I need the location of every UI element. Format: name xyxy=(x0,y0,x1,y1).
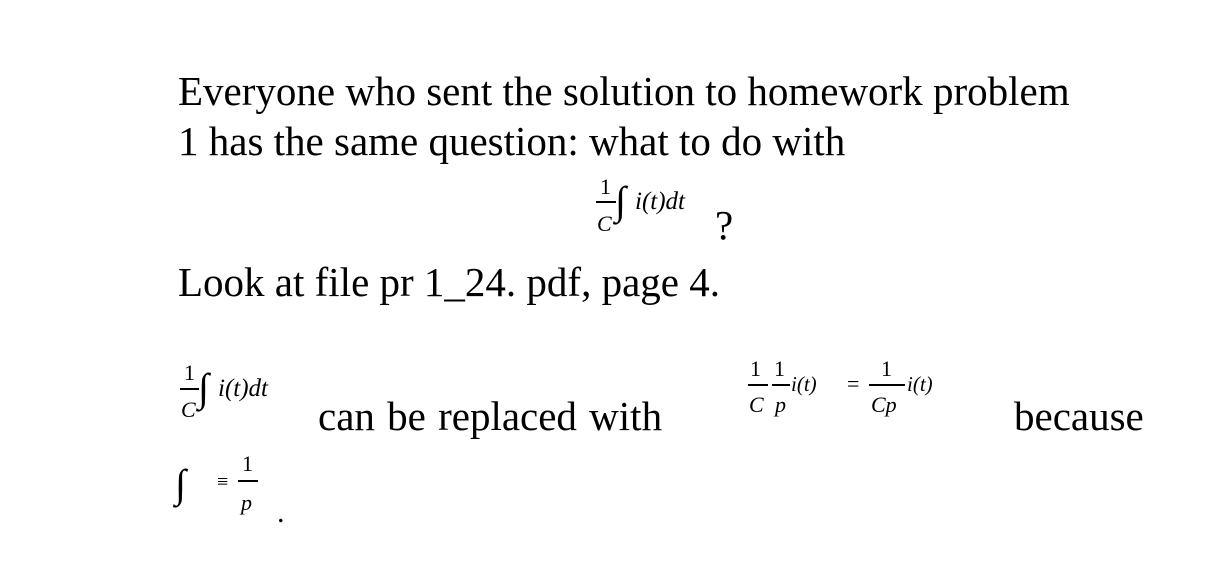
integral-sign: ∫ xyxy=(198,365,209,410)
equals-sign: = xyxy=(847,371,860,396)
fraction-numerator-3: 1 xyxy=(881,356,892,381)
formula-integral-centered xyxy=(595,170,755,250)
paragraph-line-2: 1 has the same question: what to do with xyxy=(178,118,846,164)
fraction-bar xyxy=(180,388,199,390)
term-right: i(t) xyxy=(907,372,933,396)
fraction-numerator: 1 xyxy=(600,174,611,199)
term-left: i(t) xyxy=(791,372,817,396)
formula-integral-left xyxy=(180,362,305,437)
fraction-bar-1 xyxy=(748,384,768,386)
fraction-bar xyxy=(596,201,616,203)
integral-sign: ∫ xyxy=(175,461,186,506)
sentence-can-be-replaced: can be replaced with xyxy=(318,393,663,439)
fraction-denominator: C xyxy=(597,211,612,236)
paragraph-line-1: Everyone who sent the solution to homework problem xyxy=(178,68,1070,114)
fraction-bar-3 xyxy=(869,384,905,386)
integrand: i(t)dt xyxy=(635,188,685,215)
question-mark: ? xyxy=(715,202,734,248)
integrand: i(t)dt xyxy=(218,375,268,402)
paragraph-line-3: Look at file pr 1_24. pdf, page 4. xyxy=(178,259,720,305)
fraction-denominator: p xyxy=(241,490,252,515)
fraction-numerator: 1 xyxy=(184,360,195,385)
fraction-numerator-2: 1 xyxy=(774,356,785,381)
fraction-denominator: C xyxy=(181,397,196,422)
fraction-denominator-1: C xyxy=(749,392,764,417)
fraction-numerator: 1 xyxy=(242,451,253,476)
formula-replacement xyxy=(745,358,960,433)
integral-sign: ∫ xyxy=(615,178,626,223)
fraction-bar-2 xyxy=(772,384,790,386)
fraction-bar xyxy=(238,480,258,482)
fraction-denominator-2: p xyxy=(775,392,786,417)
fraction-numerator-1: 1 xyxy=(750,356,761,381)
period: . xyxy=(277,496,285,529)
sentence-because: because xyxy=(1014,393,1144,439)
formula-operator xyxy=(175,448,295,528)
equiv-sign: ≡ xyxy=(217,471,229,493)
fraction-denominator-3: Cp xyxy=(871,392,897,417)
